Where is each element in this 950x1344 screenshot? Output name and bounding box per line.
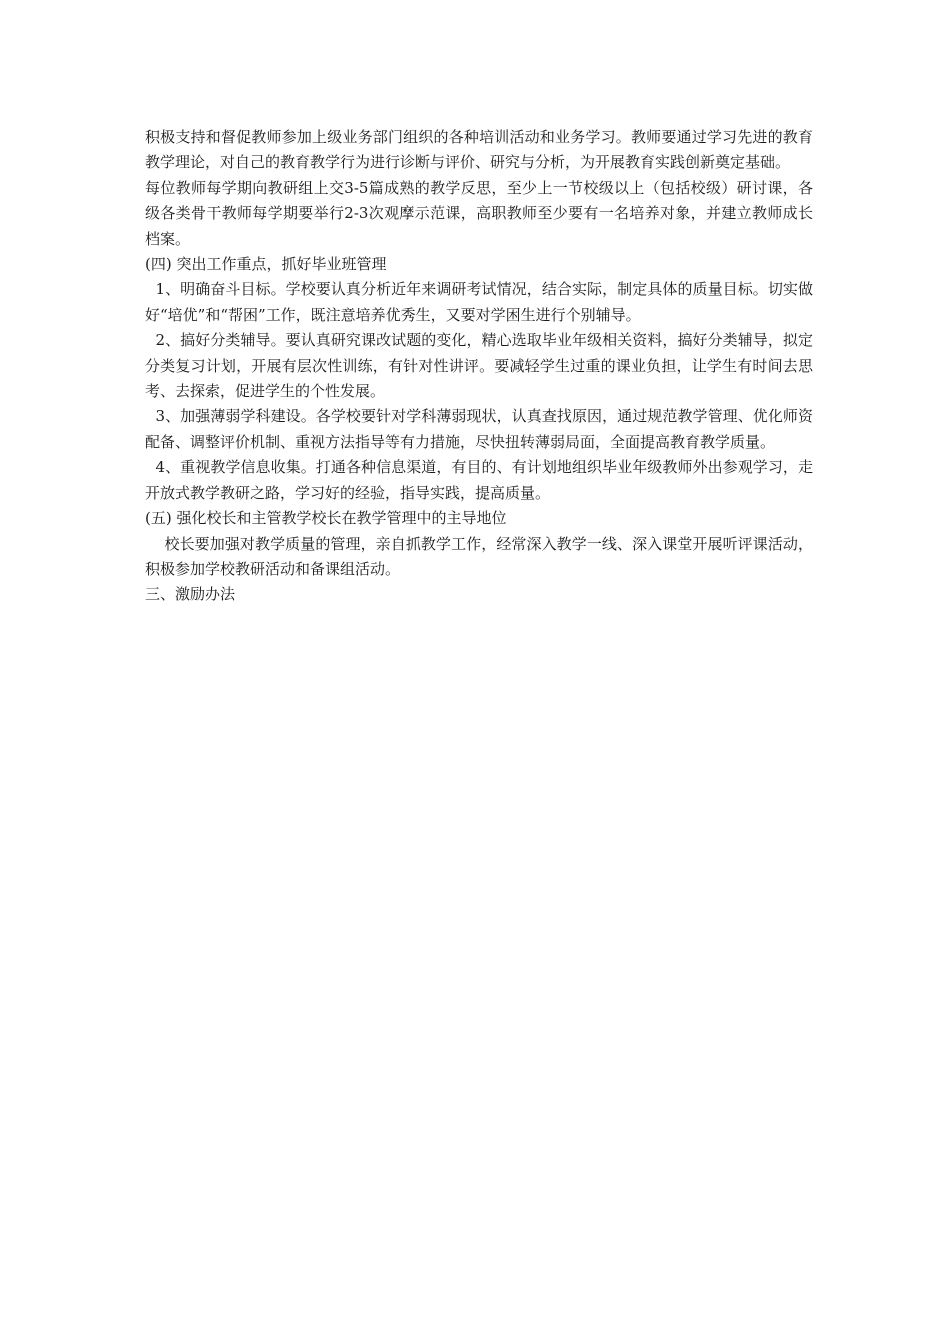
list-item-goals: 1、明确奋斗目标。学校要认真分析近年来调研考试情况，结合实际，制定具体的质量目标。切实做好“培优”和“帮困”工作，既注意培养优秀生，又要对学困生进行个别辅导。	[145, 280, 813, 324]
section-heading-principal-role: (五) 强化校长和主管教学校长在教学管理中的主导地位	[145, 509, 507, 528]
list-item-tutoring: 2、搞好分类辅导。要认真研究课改试题的变化，精心选取毕业年级相关资料，搞好分类辅导，拟定分类复习计划，开展有层次性训练，有针对性讲评。要减轻学生过重的课业负担，让学生有时间去思考、去探索，促进学生的个性发展。	[145, 331, 813, 401]
list-item-weak-subjects: 3、加强薄弱学科建设。各学校要针对学科薄弱现状，认真查找原因，通过规范教学管理、优化师资配备、调整评价机制、重视方法指导等有力措施，尽快扭转薄弱局面，全面提高教育教学质量。	[145, 407, 813, 451]
list-item-information: 4、重视教学信息收集。打通各种信息渠道，有目的、有计划地组织毕业年级教师外出参观学习，走开放式教学教研之路，学习好的经验，指导实践，提高质量。	[145, 458, 813, 502]
section-heading-incentives: 三、激励办法	[145, 585, 236, 604]
paragraph-teacher-training: 积极支持和督促教师参加上级业务部门组织的各种培训活动和业务学习。教师要通过学习先进的教育教学理论，对自己的教育教学行为进行诊断与评价、研究与分析，为开展教育实践创新奠定基础。	[145, 128, 813, 172]
paragraph-teacher-reflection: 每位教师每学期向教研组上交3-5篇成熟的教学反思，至少上一节校级以上（包括校级）研讨课，各级各类骨干教师每学期要举行2-3次观摩示范课，高职教师至少要有一名培养对象，并建立教师成长档案。	[145, 178, 813, 248]
section-heading-graduating-class: (四) 突出工作重点，抓好毕业班管理	[145, 255, 387, 274]
document-body	[145, 125, 813, 608]
paragraph-principal-duties: 校长要加强对教学质量的管理，亲自抓教学工作，经常深入教学一线、深入课堂开展听评课活动，积极参加学校教研活动和备课组活动。	[145, 534, 813, 578]
